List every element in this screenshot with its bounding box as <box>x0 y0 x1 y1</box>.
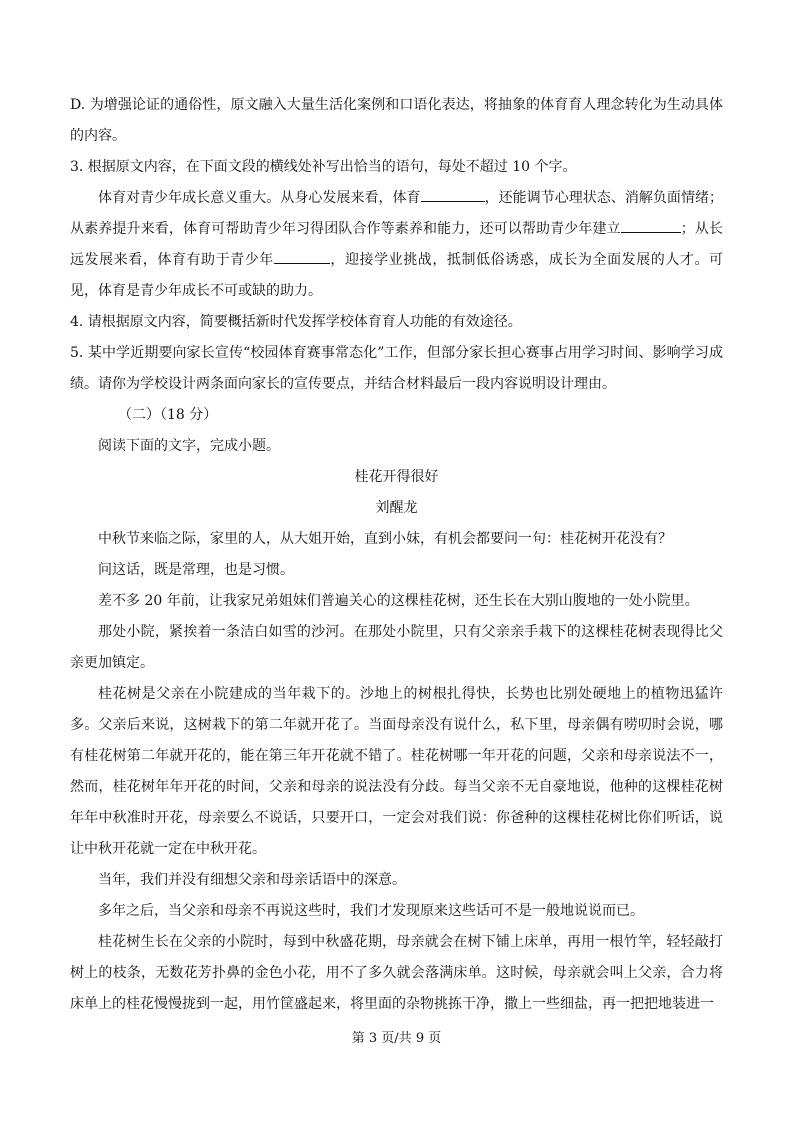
article-paragraph: 差不多 20 年前，让我家兄弟姐妹们普遍关心的这棵桂花树，还生长在大别山腹地的一处小院里。 <box>98 593 699 609</box>
page-footer: 第 3 页/共 9 页 <box>351 1031 442 1046</box>
article-paragraph: 桂花树是父亲在小院建成的当年栽下的。沙地上的树根扎得快，长势也比别处硬地上的植物迅猛许多。父亲后来说，这树栽下的第二年就开花了。当面母亲没有说什么，私下里，母亲偶有唠叨时会说，哪有桂花树第二年就开花的，能在第三年开花就不错了。桂花树哪一年开花的问题，父亲和母亲说法不一，然而，桂花树年年开花的时间，父亲和母亲的说法没有分歧。每当父亲不无自豪地说，他种的这棵桂花树年年中秋准时开花，母亲要么不说话，只要开口，一定会对我们说：你爸种的这棵桂花树比你们听话，说让中秋开花就一定在中秋开花。 <box>70 686 723 857</box>
question-3-prompt: 3. 根据原文内容，在下面文段的横线处补写出恰当的语句，每处不超过 10 个字。 <box>70 159 577 175</box>
answer-blank-2 <box>621 218 681 233</box>
article-title: 桂花开得很好 <box>354 469 439 485</box>
article-paragraph: 问这话，既是常理，也是习惯。 <box>98 562 294 578</box>
article-paragraph: 那处小院，紧挨着一条洁白如雪的沙河。在那处小院里，只有父亲亲手栽下的这棵桂花树表现得比父亲更加镇定。 <box>70 624 723 671</box>
article-author: 刘醒龙 <box>375 500 418 516</box>
question-2-option-d: D. 为增强论证的通俗性，原文融入大量生活化案例和口语化表达，将抽象的体育育人理念转化为生动具体的内容。 <box>70 97 723 144</box>
article-paragraph: 中秋节来临之际，家里的人，从大姐开始，直到小妹，有机会都要问一句：桂花树开花没有？ <box>98 531 672 547</box>
passage-text-3: ；从长远发展来看，体育有助于青少年 <box>70 221 724 268</box>
document-page <box>70 90 723 1020</box>
answer-blank-3 <box>274 249 330 264</box>
question-3-passage <box>70 183 723 307</box>
passage-text-4: ，迎接学业挑战，抵制低俗诱惑，成长为全面发展的人才。可见，体育是青少年成长不可或缺的助力。 <box>70 252 724 299</box>
passage-text-1: 体育对青少年成长意义重大。从身心发展来看，体育 <box>98 190 421 206</box>
reading-instruction: 阅读下面的文字，完成小题。 <box>98 438 280 454</box>
question-5: 5. 某中学近期要向家长宣传“校园体育赛事常态化”工作，但部分家长担心赛事占用学习时间、影响学习成绩。请你为学校设计两条面向家长的宣传要点，并结合材料最后一段内容说明设计理由。 <box>70 345 723 392</box>
article-paragraph: 多年之后，当父亲和母亲不再说这些时，我们才发现原来这些话可不是一般地说说而已。 <box>98 903 644 919</box>
answer-blank-1 <box>421 187 485 202</box>
article-paragraph: 桂花树生长在父亲的小院时，每到中秋盛花期，母亲就会在树下铺上床单，再用一根竹竿，轻轻敲打树上的枝条，无数花芳扑鼻的金色小花，用不了多久就会落满床单。这时候，母亲就会叫上父亲，合力将床单上的桂花慢慢拢到一起，用竹筐盛起来，将里面的杂物挑拣干净，撒上一些细盐，再一把把地装进一 <box>70 934 723 1012</box>
article-paragraph: 当年，我们并没有细想父亲和母亲话语中的深意。 <box>98 872 406 888</box>
passage-text-2: ，还能调节心理状态、消解负面情绪；从素养提升来看，体育可帮助青少年习得团队合作等素养和能力，还可以帮助青少年建立 <box>70 190 724 237</box>
section-heading: （二）（18 分） <box>118 407 218 423</box>
question-4: 4. 请根据原文内容，简要概括新时代发挥学校体育育人功能的有效途径。 <box>70 314 522 330</box>
